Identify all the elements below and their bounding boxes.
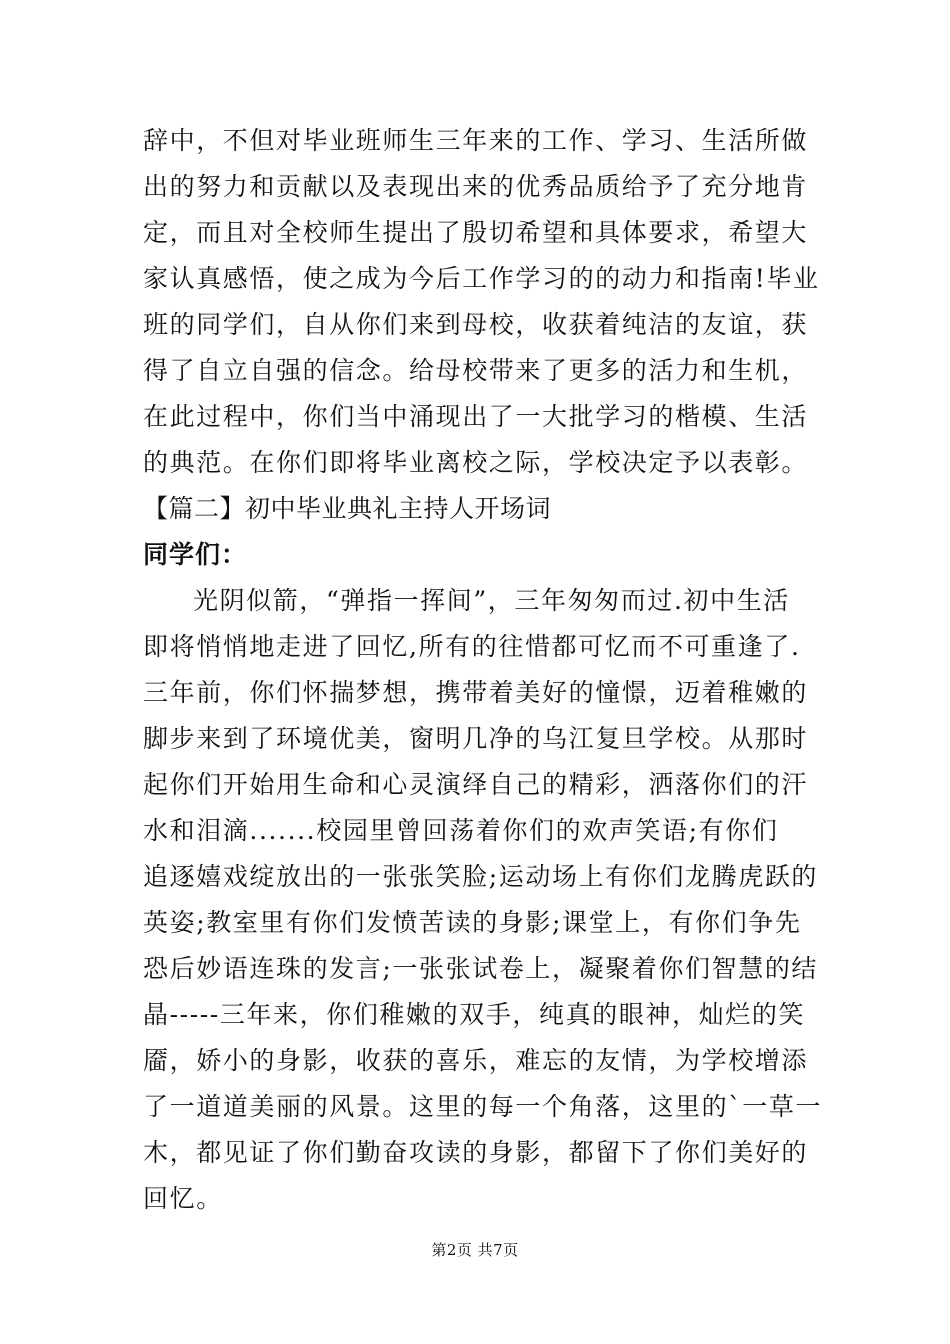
text-line: 的典范。在你们即将毕业离校之际，学校决定予以表彰。 xyxy=(143,448,809,477)
text-line: 英姿;教室里有你们发愤苦读的身影;课堂上，有你们争先 xyxy=(143,908,802,937)
section-title: 【篇二】初中毕业典礼主持人开场词 xyxy=(143,494,552,523)
document-body xyxy=(143,118,823,1222)
text-line: 三年前，你们怀揣梦想，携带着美好的憧憬，迈着稚嫩的 xyxy=(143,678,809,707)
text-line: 靥，娇小的身影，收获的喜乐，难忘的友情，为学校增添 xyxy=(143,1046,809,1075)
text-line: 晶-----三年来，你们稚嫩的双手，纯真的眼神，灿烂的笑 xyxy=(143,1000,806,1029)
text-line: 木，都见证了你们勤奋攻读的身影，都留下了你们美好的 xyxy=(143,1138,809,1167)
text-line: 光阴似箭，“弹指一挥间”，三年匆匆而过.初中生活 xyxy=(193,586,790,615)
text-line: 脚步来到了环境优美，窗明几净的乌江复旦学校。从那时 xyxy=(143,724,809,753)
page-footer xyxy=(0,1240,950,1260)
text-line: 定，而且对全校师生提出了殷切希望和具体要求，希望大 xyxy=(143,218,809,247)
text-line: 恐后妙语连珠的发言;一张张试卷上，凝聚着你们智慧的结 xyxy=(143,954,819,983)
text-line: 家认真感悟，使之成为今后工作学习的的动力和指南!毕业 xyxy=(143,264,820,293)
text-line: 出的努力和贡献以及表现出来的优秀品质给予了充分地肯 xyxy=(143,172,809,201)
page-number: 第2页 共7页 xyxy=(431,1241,519,1259)
salutation: 同学们： xyxy=(143,540,248,569)
text-line: 起你们开始用生命和心灵演绎自己的精彩，洒落你们的汗 xyxy=(143,770,809,799)
text-line: 辞中，不但对毕业班师生三年来的工作、学习、生活所做 xyxy=(143,126,809,155)
text-line: 水和泪滴.......校园里曾回荡着你们的欢声笑语;有你们 xyxy=(143,816,779,845)
text-line: 追逐嬉戏绽放出的一张张笑脸;运动场上有你们龙腾虎跃的 xyxy=(143,862,819,891)
text-line: 在此过程中，你们当中涌现出了一大批学习的楷模、生活 xyxy=(143,402,809,431)
text-line: 班的同学们，自从你们来到母校，收获着纯洁的友谊，获 xyxy=(143,310,809,339)
text-line: 即将悄悄地走进了回忆,所有的往惜都可忆而不可重逢了. xyxy=(143,632,801,661)
text-line: 回忆。 xyxy=(143,1184,223,1213)
text-line: 得了自立自强的信念。给母校带来了更多的活力和生机， xyxy=(143,356,809,385)
text-line: 了一道道美丽的风景。这里的每一个角落，这里的`一草一 xyxy=(143,1092,823,1121)
